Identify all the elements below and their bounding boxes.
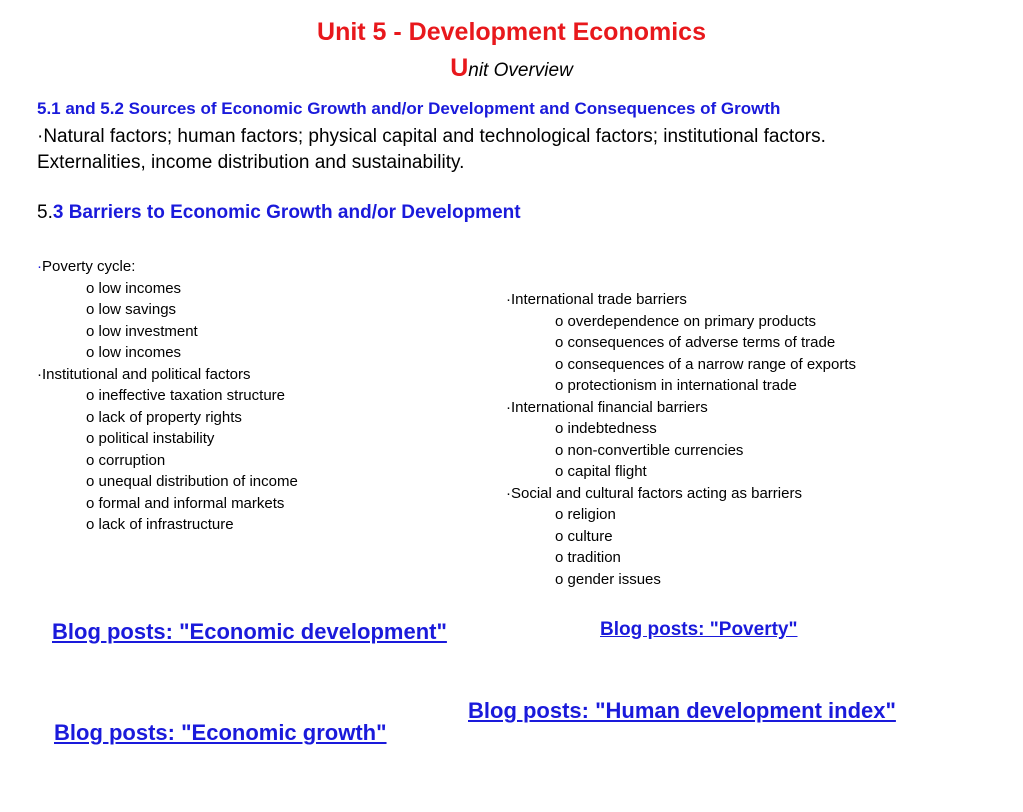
economic-growth-link[interactable]: Blog posts: "Economic growth" bbox=[54, 720, 387, 745]
section-1-heading: 5.1 and 5.2 Sources of Economic Growth and/or Development and Consequences of Growth bbox=[37, 99, 781, 118]
list-item: o lack of property rights bbox=[86, 408, 242, 426]
bullet-icon: · bbox=[37, 126, 44, 147]
page-subtitle bbox=[0, 54, 1023, 83]
list-item: o low incomes bbox=[86, 344, 182, 361]
bullet-icon: · bbox=[506, 291, 511, 308]
list-item: o low incomes bbox=[86, 279, 182, 297]
list-item: o protectionism in international trade bbox=[555, 377, 797, 394]
subtitle-rest: nit Overview bbox=[468, 60, 573, 81]
list-item: o low investment bbox=[86, 322, 198, 340]
list-item: o consequences of adverse terms of trade bbox=[555, 334, 836, 351]
list-item: o corruption bbox=[86, 451, 166, 469]
bullet-icon: · bbox=[37, 258, 42, 275]
list-item: o unequal distribution of income bbox=[86, 473, 298, 490]
list-item: o formal and informal markets bbox=[86, 494, 285, 512]
bullet-icon: · bbox=[506, 484, 511, 502]
section-2-heading-text: 3 Barriers to Economic Growth and/or Development bbox=[52, 202, 521, 223]
list-item: o non-convertible currencies bbox=[555, 441, 744, 459]
list-item: o religion bbox=[555, 506, 616, 523]
economic-development-link[interactable]: Blog posts: "Economic development" bbox=[52, 619, 447, 644]
section-2-heading-prefix: 5. bbox=[37, 202, 53, 223]
list-item: o ineffective taxation structure bbox=[86, 387, 285, 404]
human-development-index-link[interactable]: Blog posts: "Human development index" bbox=[468, 698, 896, 723]
poverty-link[interactable]: Blog posts: "Poverty" bbox=[600, 619, 798, 640]
section-1-line-1: Natural factors; human factors; physical capital and technological factors; institutional factors. bbox=[43, 126, 826, 147]
section-1-text bbox=[37, 124, 826, 176]
list-item: o low savings bbox=[86, 301, 177, 318]
left-barrier-list bbox=[37, 256, 298, 536]
list-item: o lack of infrastructure bbox=[86, 516, 234, 533]
section-2-heading bbox=[37, 202, 521, 224]
list-item: o indebtedness bbox=[555, 420, 657, 437]
list-item: o political instability bbox=[86, 430, 215, 447]
list-group-title: ·Institutional and political factors bbox=[37, 365, 251, 383]
list-group-title: ·International trade barriers bbox=[506, 291, 687, 308]
list-item: o overdependence on primary products bbox=[555, 312, 816, 330]
list-item: o tradition bbox=[555, 549, 621, 566]
page-title: Unit 5 - Development Economics bbox=[317, 18, 706, 46]
list-item: o gender issues bbox=[555, 570, 661, 588]
bullet-icon: · bbox=[506, 398, 511, 416]
list-group-title: ·Poverty cycle: bbox=[37, 258, 136, 275]
right-barrier-list bbox=[506, 289, 856, 590]
list-item: o consequences of a narrow range of exports bbox=[555, 355, 857, 373]
list-item: o capital flight bbox=[555, 463, 647, 480]
list-group-title: ·International financial barriers bbox=[506, 398, 708, 416]
bullet-icon: · bbox=[37, 365, 42, 383]
section-1-line-2: Externalities, income distribution and sustainability. bbox=[37, 152, 465, 173]
list-group-title: ·Social and cultural factors acting as barriers bbox=[506, 484, 802, 502]
subtitle-initial: U bbox=[450, 54, 469, 82]
list-item: o culture bbox=[555, 527, 613, 545]
